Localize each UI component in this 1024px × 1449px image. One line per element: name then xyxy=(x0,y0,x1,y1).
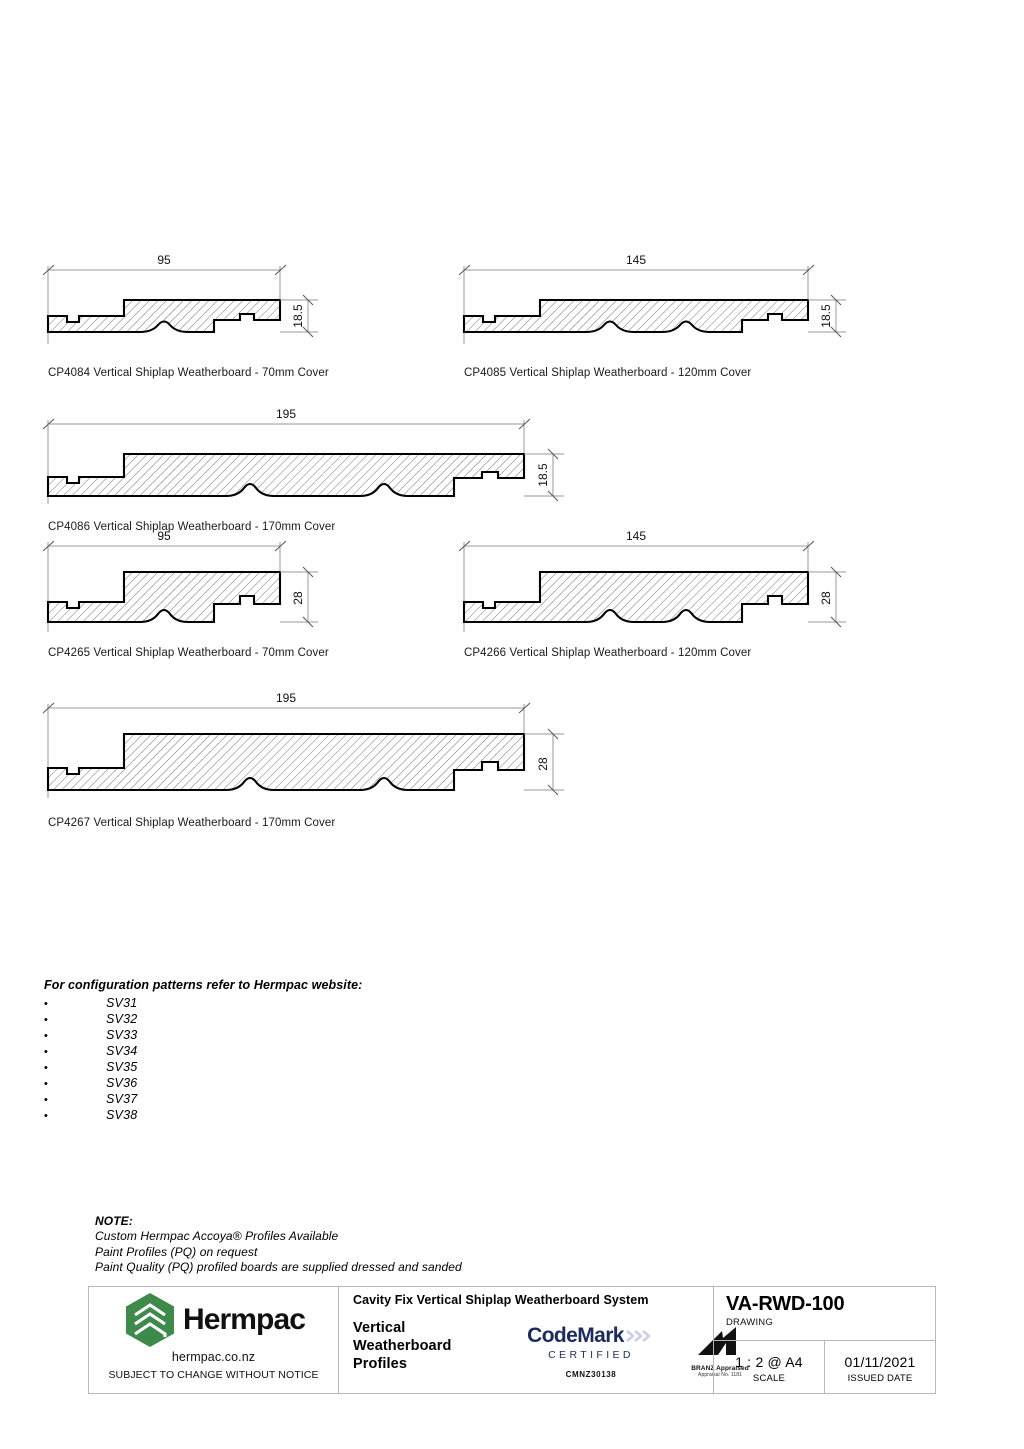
document-title xyxy=(353,1319,451,1373)
list-item xyxy=(44,1091,474,1107)
doc-title-line: Weatherboard xyxy=(353,1338,452,1354)
codemark-row xyxy=(511,1325,671,1346)
board-cross-section xyxy=(48,572,280,622)
thickness-dimension-text: 18.5 xyxy=(536,463,550,487)
width-dimension-text: 195 xyxy=(275,691,297,705)
drawing-label: DRAWING xyxy=(726,1317,773,1328)
bullet-icon: • xyxy=(44,1046,48,1058)
list-item xyxy=(44,1011,474,1027)
note-block xyxy=(95,1214,655,1276)
hermpac-logo-icon xyxy=(122,1291,178,1349)
board-cross-section xyxy=(48,300,280,332)
list-item xyxy=(44,1027,474,1043)
width-dimension-text: 95 xyxy=(157,529,171,543)
profile-caption-cp4086: CP4086 Vertical Shiplap Weatherboard - 170mm Cover xyxy=(48,521,336,533)
brand-disclaimer: SUBJECT TO CHANGE WITHOUT NOTICE xyxy=(108,1369,319,1381)
codemark-badge xyxy=(511,1325,671,1379)
list-item xyxy=(44,1059,474,1075)
bullet-icon: • xyxy=(44,1094,48,1106)
chevrons-right-icon xyxy=(625,1328,655,1344)
board-cross-section xyxy=(48,454,524,496)
drawing-number-cell xyxy=(714,1287,935,1341)
brand-url: hermpac.co.nz xyxy=(171,1350,256,1364)
drawing-number: VA-RWD-100 xyxy=(726,1293,845,1315)
bullet-icon: • xyxy=(44,1030,48,1042)
profile-drawing-cp4267 xyxy=(36,688,616,833)
codemark-wordmark xyxy=(527,1325,624,1346)
profile-cp4084 xyxy=(36,244,366,379)
profile-cp4267 xyxy=(36,688,616,829)
brand-cell xyxy=(89,1287,339,1393)
profile-drawing-cp4084 xyxy=(36,244,366,384)
codemark-word-mark: Mark xyxy=(577,1324,624,1347)
title-cell xyxy=(339,1287,749,1393)
config-note-heading: For configuration patterns refer to Hermpac website: xyxy=(44,978,363,992)
thickness-dimension-text: 18.5 xyxy=(291,304,305,328)
profile-drawing-cp4266 xyxy=(452,524,872,664)
bullet-icon: • xyxy=(44,1062,48,1074)
meta-bottom-row xyxy=(714,1341,935,1393)
list-item xyxy=(44,1075,474,1091)
profile-cp4266 xyxy=(452,524,872,659)
issued-date-value: 01/11/2021 xyxy=(844,1354,916,1370)
profile-cp4086 xyxy=(36,404,616,533)
configuration-patterns-note xyxy=(44,978,474,1123)
system-title: Cavity Fix Vertical Shiplap Weatherboard System xyxy=(353,1293,649,1307)
thickness-dimension-text: 28 xyxy=(536,757,550,771)
thickness-dimension-text: 18.5 xyxy=(819,304,833,328)
board-cross-section xyxy=(48,734,524,790)
meta-cell xyxy=(713,1287,935,1393)
config-item-label: SV38 xyxy=(106,1108,138,1122)
board-cross-section xyxy=(464,300,808,332)
width-dimension-text: 145 xyxy=(625,253,647,267)
codemark-certified-label: CERTIFIED xyxy=(548,1349,634,1361)
bullet-icon: • xyxy=(44,998,48,1010)
profile-caption-cp4085: CP4085 Vertical Shiplap Weatherboard - 120mm Cover xyxy=(464,367,752,379)
hermpac-wordmark: Hermpac xyxy=(182,1303,306,1336)
profile-drawing-cp4265 xyxy=(36,524,366,664)
issued-date-cell xyxy=(825,1341,935,1393)
config-item-label: SV31 xyxy=(106,996,138,1010)
profile-drawing-cp4085 xyxy=(452,244,872,384)
doc-title-line: Vertical xyxy=(353,1320,406,1336)
brand-row xyxy=(89,1291,338,1349)
list-item xyxy=(44,995,474,1011)
config-item-label: SV37 xyxy=(106,1092,138,1106)
hexagon-shape xyxy=(126,1293,174,1347)
list-item xyxy=(44,1043,474,1059)
issued-date-label: ISSUED DATE xyxy=(847,1373,913,1384)
scale-label: SCALE xyxy=(752,1373,786,1384)
config-item-label: SV33 xyxy=(106,1028,138,1042)
branz-label: BRANZ Appraised xyxy=(691,1365,749,1372)
profile-caption-cp4266: CP4266 Vertical Shiplap Weatherboard - 120mm Cover xyxy=(464,647,752,659)
scale-cell xyxy=(714,1341,825,1393)
codemark-word-code: Code xyxy=(527,1324,578,1347)
scale-value: 1 : 2 @ A4 xyxy=(735,1354,803,1370)
profile-cp4085 xyxy=(452,244,872,379)
thickness-dimension-text: 28 xyxy=(819,591,833,605)
note-line: Paint Profiles (PQ) on request xyxy=(95,1244,258,1259)
board-cross-section xyxy=(464,572,808,622)
bullet-icon: • xyxy=(44,1078,48,1090)
branz-appraisal-number: Appraisal No. 1181 xyxy=(698,1372,742,1378)
title-block xyxy=(88,1286,936,1394)
bullet-icon: • xyxy=(44,1110,48,1122)
config-item-label: SV34 xyxy=(106,1044,138,1058)
thickness-dimension-text: 28 xyxy=(291,591,305,605)
width-dimension-text: 195 xyxy=(275,407,297,421)
list-item xyxy=(44,1107,474,1123)
note-line: Custom Hermpac Accoya® Profiles Available xyxy=(95,1229,339,1243)
config-item-label: SV36 xyxy=(106,1076,138,1090)
note-line: Paint Quality (PQ) profiled boards are supplied dressed and sanded xyxy=(95,1260,462,1274)
profile-cp4265 xyxy=(36,524,366,659)
doc-title-line: Profiles xyxy=(353,1356,407,1372)
width-dimension-text: 95 xyxy=(157,253,171,267)
config-item-label: SV32 xyxy=(106,1012,138,1026)
bullet-icon: • xyxy=(44,1014,48,1026)
profile-drawing-cp4086 xyxy=(36,404,616,539)
codemark-cert-number: CMNZ30138 xyxy=(565,1370,617,1379)
width-dimension-text: 145 xyxy=(625,529,647,543)
profile-caption-cp4267: CP4267 Vertical Shiplap Weatherboard - 170mm Cover xyxy=(48,817,336,829)
profile-caption-cp4265: CP4265 Vertical Shiplap Weatherboard - 70mm Cover xyxy=(48,647,329,659)
config-item-label: SV35 xyxy=(106,1060,138,1074)
note-title: NOTE: xyxy=(95,1214,133,1228)
profile-caption-cp4084: CP4084 Vertical Shiplap Weatherboard - 70mm Cover xyxy=(48,367,329,379)
